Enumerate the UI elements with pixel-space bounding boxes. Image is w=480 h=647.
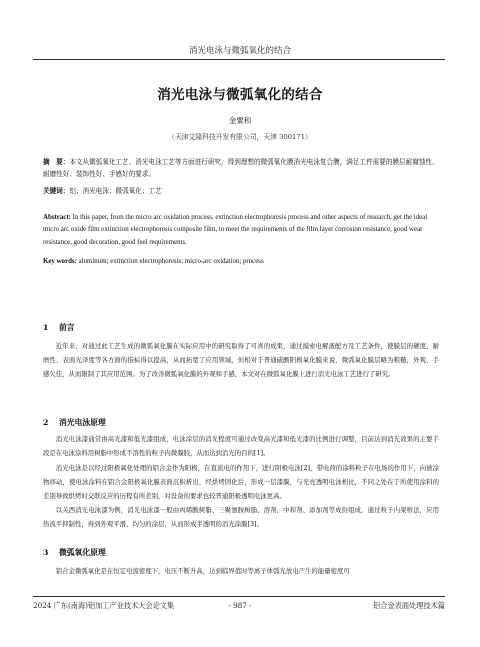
keywords-en-label: Key words:: [43, 258, 77, 265]
abstract-en-label: Abstract:: [43, 214, 71, 221]
paragraph: 以关西消光电泳漆为例，消光电泳漆一般由丙烯酸树脂、三聚氰胺树脂、溶剂、中和剂、添加剂等成份组成，通过粒子内架桥法，应用热流平抑制性，得到外观平滑、均匀的涂层，从而形成半透明的消光涂膜[3]。: [43, 506, 439, 528]
section-title: 微弧氧化原理: [59, 548, 106, 557]
abstract-cn: [43, 156, 439, 181]
paragraph: 消光电泳漆通常由高光漆和低光漆组成，电泳涂层的消光程度可通过改变高光漆和低光漆的比例进行调整，目前达到消光效果的主要手段是在电泳涂料用树脂中形成不溶性的粒子内微凝胶，从而达到消光的目的[1]。: [43, 435, 439, 457]
page-number: - 987 -: [228, 601, 252, 610]
section-number: 1: [43, 323, 49, 332]
abstract-en-text: In this paper, from the micro arc oxidation process, extinction electrophoresis process and other aspects of research, get the ideal micro arc oxide film extinction electrophoresis composite film, to meet the requirements of the film layer corrosion resistance, good wear resistance, good decoration, good feel requirements.: [43, 214, 428, 246]
affiliation: （天津艾隆科技开发有限公司，天津 300171）: [168, 133, 312, 141]
paragraph: 近年来，对通过此工艺生成的微弧氧化膜在实际应用中的研究取得了可喜的成果，通过摸索电解液配方及工艺条件，使膜层的硬度、耐磨性、表面光泽度等各方面的指标得以提高，从而拓宽了应用领域，但相对于普通硫酸阳极氧化膜来说，微弧氧化膜层略为粗糙，外观、手感欠佳，从而限制了其应用范围。为了改善微弧氧化膜的外观和手感，本文对在微弧氧化膜上进行消光电泳工艺进行了研究。: [43, 342, 439, 378]
section-number: 2: [43, 418, 49, 427]
footer-rule: [33, 596, 445, 597]
abstract-cn-text: 本文从微弧氧化工艺、消光电泳工艺等方面进行研究，得到理想的微弧氧化膜消光电泳复合膜，满足工件需要的膜层耐腐蚀性、耐磨性好、装饰性好、手感好的要求。: [43, 158, 439, 179]
section-heading: [43, 547, 106, 558]
paper-title: 消光电泳与微弧氧化的结合: [157, 87, 323, 103]
section-title: 前言: [59, 323, 75, 332]
keywords-en: [43, 256, 439, 268]
running-header: 消光电泳与微弧氧化的结合: [188, 46, 291, 56]
section-title: 消光电泳原理: [59, 418, 106, 427]
section-heading: [43, 322, 75, 333]
keywords-cn: [43, 185, 439, 197]
paragraph: 消光电泳是以经过阳极氧化处理的铝合金作为阳极，在直流电的作用下，进行阳极电泳[2]，带电荷的涂料粒子在电场的作用下，向被涂物移动，使电泳涂料在铝合金阳极氧化膜表面沉积析出，经烘烤固化后，形成一层漆膜，与光亮透明电泳相比，不同之处在于所使用涂料的差别导致烘烤时交联反应的历程有所差别，对设备的要求也较普通阳极透明电泳更高。: [43, 464, 439, 500]
author-name: 金粟和: [228, 116, 252, 125]
keywords-cn-label: 关键词：: [43, 187, 70, 195]
paragraph: 铝合金微弧氧化是在恒定电流密度下，电压不断升高，达到临界值时等离子体弧光放电产生的能量密度可: [55, 567, 350, 575]
keywords-cn-text: 铝；消光电泳；微弧氧化；工艺: [69, 187, 162, 195]
section-number: 3: [43, 548, 49, 557]
abstract-en: [43, 212, 439, 249]
keywords-en-text: aluminum; extinction electrophoresis; micro-arc oxidation; process: [78, 258, 264, 265]
section-heading: [43, 417, 106, 428]
footer-left: 2024 广东(南海)铝加工产业技术大会论文集: [33, 601, 175, 610]
header-rule: [33, 59, 445, 60]
abstract-cn-label: 摘 要：: [43, 158, 70, 166]
footer-right: 铝合金表面处理技术篇: [373, 601, 445, 610]
